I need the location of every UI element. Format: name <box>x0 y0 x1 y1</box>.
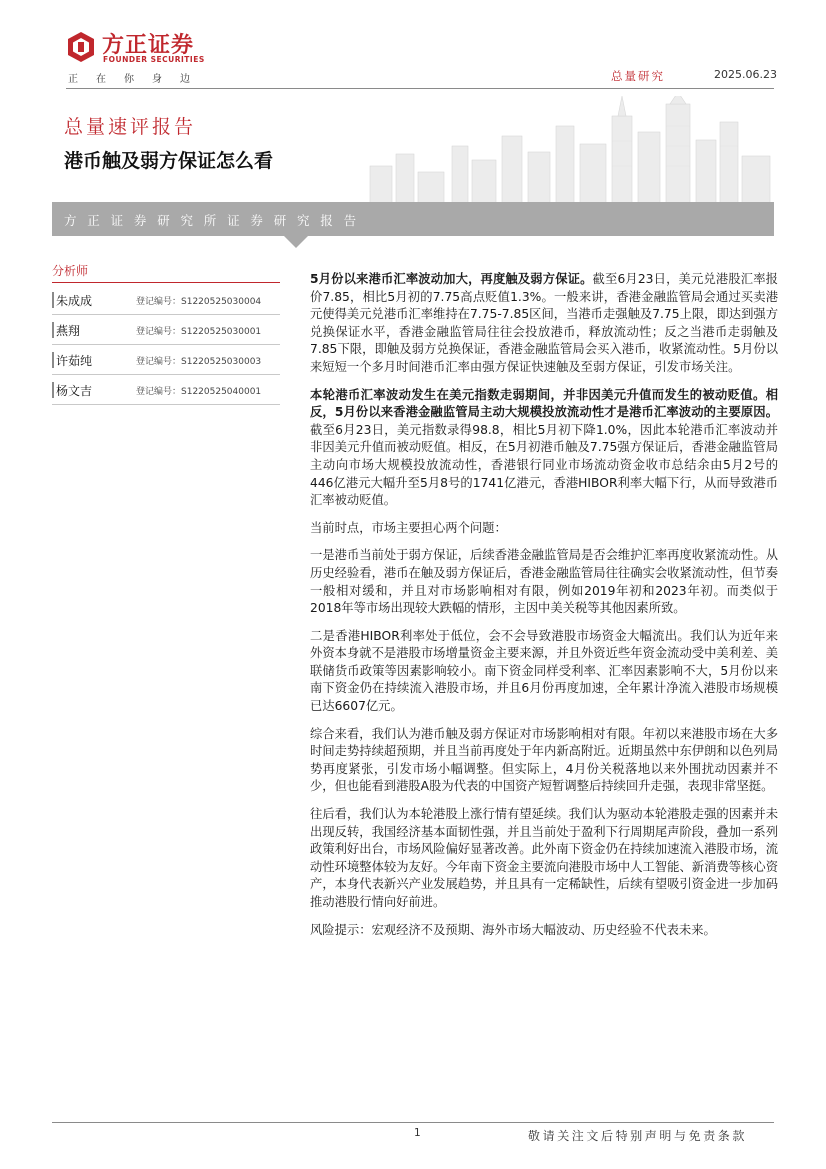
body-paragraph <box>310 387 778 510</box>
report-date: 2025.06.23 <box>714 68 777 81</box>
paragraph-text: 截至6月23日，美元指数录得98.8，相比5月初下降1.0%，因此本轮港币汇率波动并非因美元升值而被动贬值。相反，在5月初港币触及7.75强方保证后，香港金融监管局主动向市场大规模投放流动性，香港银行同业市场流动资金收市总结余由5月2号的446亿港元大幅升至5月8号的1741亿港元，香港HIBOR利率大幅下行，从而导致港币汇率被动贬值。 <box>310 422 778 508</box>
paragraph-lead: 本轮港币汇率波动发生在美元指数走弱期间，并非因美元升值而发生的被动贬值。相反，5月份以来香港金融监管局主动大规模投放流动性才是港币汇率波动的主要原因。 <box>310 387 778 420</box>
analyst-registration: 登记编号：S1220525030003 <box>136 357 262 367</box>
slogan: 正在你身边 <box>68 74 208 85</box>
paragraph-lead: 5月份以来港币汇率波动加大，再度触及弱方保证。 <box>310 272 593 286</box>
report-title: 港币触及弱方保证怎么看 <box>64 150 274 172</box>
report-body <box>310 271 778 949</box>
paragraph-text: 往后看，我们认为本轮港股上涨行情有望延续。我们认为驱动本轮港股走强的因素并未出现反转，我国经济基本面韧性强，并且当前处于盈利下行周期尾声阶段，叠加一系列政策利好出台，市场风险偏好显著改善。此外南下资金仍在持续加速流入港股市场，流动性环境整体较为友好。今年南下资金主要流向港股市场中人工智能、新消费等核心资产，本身代表新兴产业发展趋势，并且具有一定稀缺性，后续有望吸引资金进一步加码推动港股行情向好前进。 <box>310 807 778 909</box>
disclaimer-notice: 敬请关注文后特别声明与免责条款 <box>528 1129 748 1143</box>
header-divider <box>66 88 774 89</box>
paragraph-text: 风险提示：宏观经济不及预期、海外市场大幅波动、历史经验不代表未来。 <box>310 922 716 937</box>
analyst-name: 杨文吉 <box>56 384 93 398</box>
body-paragraph <box>310 726 778 796</box>
analyst-row <box>52 316 280 345</box>
analyst-marker <box>52 292 54 308</box>
analyst-header-divider <box>52 282 280 283</box>
analyst-section-header: 分析师 <box>52 264 89 278</box>
analyst-name: 燕翔 <box>56 324 81 338</box>
risk-warning <box>310 922 778 940</box>
analyst-registration: 登记编号：S1220525030001 <box>136 327 262 337</box>
analyst-row <box>52 346 280 375</box>
analyst-row <box>52 376 280 405</box>
analyst-name: 朱成成 <box>56 294 93 308</box>
analyst-row <box>52 286 280 315</box>
report-category: 总量研究 <box>611 69 665 83</box>
report-type: 总量速评报告 <box>64 116 197 138</box>
body-paragraph <box>310 271 778 377</box>
body-paragraph <box>310 547 778 617</box>
page-number: 1 <box>414 1127 421 1139</box>
analyst-registration: 登记编号：S1220525030004 <box>136 297 262 307</box>
paragraph-text: 一是港币当前处于弱方保证，后续香港金融监管局是否会维护汇率再度收紧流动性。从历史经验看，港币在触及弱方保证后，香港金融监管局往往确实会收紧流动性，但节奏一般相对缓和，并且对市场影响相对有限，例如2019年初和2023年初。而类似于2018年等市场出现较大跌幅的情形，主因中美关税等其他因素所致。 <box>310 548 778 616</box>
paragraph-text: 截至6月23日，美元兑港股汇率报价7.85，相比5月初的7.75高点贬值1.3%。一般来讲，香港金融监管局会通过买卖港元使得美元兑港币汇率维持在7.75-7.85区间，当港币走强触及7.75上限，即达到强方兑换保证水平，香港金融监管局往往会投放港币，释放流动性；反之当港币走弱触及7.85下限，即触及弱方兑换保证，香港金融监管局会买入港币，收紧流动性。5月份以来短短一个多月时间港币汇率由强方保证快速触及至弱方保证，引发市场关注。 <box>310 272 778 374</box>
body-paragraph <box>310 806 778 912</box>
body-paragraph <box>310 628 778 716</box>
logo-chinese-name: 方正证券 <box>102 33 195 58</box>
body-paragraph <box>310 520 778 538</box>
paragraph-text: 综合来看，我们认为港币触及弱方保证对市场影响相对有限。年初以来港股市场在大多时间走势持续超预期，并且当前再度处于年内新高附近。近期虽然中东伊朗和以色列局势再度紧张，引发市场小幅调整。但实际上，4月份关税落地以来外围扰动因素并不少，但也能看到港股A股为代表的中国资产短暂调整后持续回升走强，表现非常坚挺。 <box>310 726 778 794</box>
banner-notch <box>284 236 308 248</box>
analyst-marker <box>52 382 54 398</box>
analyst-name: 许茹纯 <box>56 354 93 368</box>
analyst-marker <box>52 322 54 338</box>
institute-banner-text: 方正证券研究所证券研究报告 <box>64 213 367 228</box>
analyst-registration: 登记编号：S1220525040001 <box>136 387 262 397</box>
logo-english-name: FOUNDER SECURITIES <box>103 55 205 64</box>
founder-logo-icon <box>66 30 96 64</box>
paragraph-text: 当前时点，市场主要担心两个问题： <box>310 520 507 535</box>
footer-divider <box>52 1122 774 1123</box>
city-skyline-illustration <box>360 96 774 206</box>
analyst-marker <box>52 352 54 368</box>
paragraph-text: 二是香港HIBOR利率处于低位，会不会导致港股市场资金大幅流出。我们认为近年来外资本身就不是港股市场增量资金主要来源，并且外资近些年资金流动受中美利差、美联储货币政策等因素影响较小。南下资金同样受利率、汇率因素影响不大，5月份以来南下资金仍在持续流入港股市场，并且6月份再度加速，全年累计净流入港股市场规模已达6607亿元。 <box>310 628 778 714</box>
